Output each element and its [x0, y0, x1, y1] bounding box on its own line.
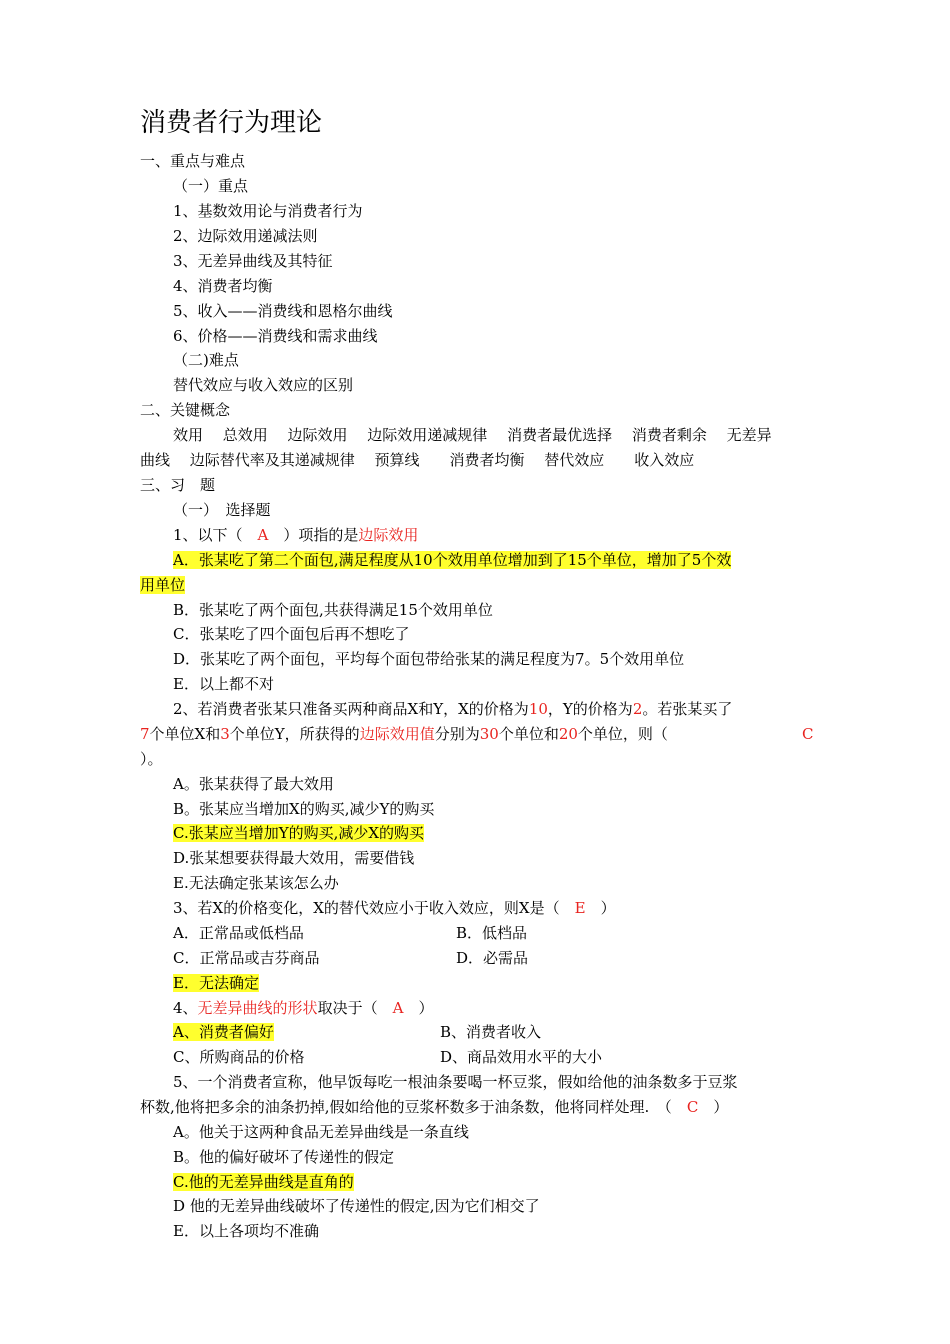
document-title: 消费者行为理论	[140, 108, 323, 138]
key-point-item: 5、收入——消费线和恩格尔曲线	[173, 302, 393, 320]
highlighted-answer: A、消费者偏好	[173, 1023, 274, 1041]
question-option: B．低档品	[456, 924, 528, 942]
question-option: D、商品效用水平的大小	[440, 1048, 603, 1066]
section-heading-1: 一、重点与难点	[140, 152, 246, 170]
question-5-stem: 5、一个消费者宣称，他早饭每吃一根油条要喝一杯豆浆，假如给他的油条数多于豆浆	[173, 1073, 738, 1091]
question-5-stem: 杯数,他将把多余的油条扔掉,假如给他的豆浆杯数多于油条数，他将同样处理. （ C ）	[140, 1098, 729, 1116]
highlighted-answer: C.张某应当增加Y的购买,减少X的购买	[173, 824, 425, 842]
question-option: B、消费者收入	[440, 1023, 542, 1041]
highlighted-answer: 用单位	[140, 576, 186, 594]
question-2-stem: 2、若消费者张某只准备买两种商品X和Y，X的价格为10，Y的价格为2。若张某买了	[173, 700, 733, 718]
answer-mark: E	[574, 899, 586, 917]
question-option: B。他的偏好破坏了传递性的假定	[173, 1148, 395, 1166]
question-option: B．张某吃了两个面包,共获得满足15个效用单位	[173, 601, 493, 619]
keyword: 边际效用值	[359, 725, 435, 743]
question-option: D．必需品	[456, 949, 529, 967]
question-option: A。张某获得了最大效用	[173, 775, 334, 793]
answer-mark: A	[392, 999, 404, 1017]
question-3-stem: 3、若X的价格变化，X的替代效应小于收入效应，则X是（ E ）	[173, 899, 616, 917]
question-2-stem: ）。	[140, 750, 163, 768]
question-option	[173, 1171, 354, 1193]
question-2-stem: 7个单位X和3个单位Y，所获得的边际效用值分别为30个单位和20个单位，则（	[140, 725, 668, 743]
question-option: E.无法确定张某该怎么办	[173, 874, 339, 892]
question-option: A．正常品或低档品	[173, 924, 304, 942]
key-point-item: 3、无差异曲线及其特征	[173, 252, 333, 270]
subsection-heading: （一）重点	[173, 177, 249, 195]
question-1-stem: 1、以下（ A ）项指的是边际效用	[173, 526, 419, 544]
question-option: C．正常品或吉芬商品	[173, 949, 320, 967]
question-option: A。他关于这两种食品无差异曲线是一条直线	[173, 1123, 469, 1141]
question-option: D．张某吃了两个面包，平均每个面包带给张某的满足程度为7。5个效用单位	[173, 650, 685, 668]
subsection-heading: （二)难点	[173, 351, 239, 369]
highlighted-answer: A．张某吃了第二个面包,满足程度从10个效用单位增加到了15个单位，增加了5个效	[173, 551, 732, 569]
question-4-stem: 4、无差异曲线的形状取决于（ A ）	[173, 999, 434, 1017]
highlighted-answer: C.他的无差异曲线是直角的	[173, 1173, 354, 1191]
key-point-item: 2、边际效用递减法则	[173, 227, 318, 245]
answer-mark: A	[257, 526, 269, 544]
section-heading-3: 三、习 题	[140, 476, 216, 494]
question-option: E．以上各项均不准确	[173, 1222, 319, 1240]
question-option	[173, 549, 731, 571]
answer-mark: C	[686, 1098, 699, 1116]
question-option	[140, 574, 185, 596]
concepts-line: 效用 总效用 边际效用 边际效用递减规律 消费者最优选择 消费者剩余 无差异	[173, 426, 772, 444]
question-option	[173, 822, 424, 844]
key-point-item: 1、基数效用论与消费者行为	[173, 202, 363, 220]
key-point-item: 4、消费者均衡	[173, 277, 273, 295]
highlighted-answer: E．无法确定	[173, 974, 259, 992]
key-point-item: 6、价格——消费线和需求曲线	[173, 327, 378, 345]
section-heading-2: 二、关键概念	[140, 401, 231, 419]
question-option	[173, 1021, 274, 1043]
subsection-heading: （一） 选择题	[173, 501, 271, 519]
question-option: E．以上都不对	[173, 675, 274, 693]
question-option: C、所购商品的价格	[173, 1048, 305, 1066]
keyword: 边际效用	[358, 526, 419, 544]
question-option	[173, 972, 259, 994]
question-option: C．张某吃了四个面包后再不想吃了	[173, 625, 410, 643]
difficulty-text: 替代效应与收入效应的区别	[173, 376, 354, 394]
keyword: 无差异曲线的形状	[197, 999, 318, 1017]
concepts-line: 曲线 边际替代率及其递减规律 预算线 消费者均衡 替代效应 收入效应	[140, 451, 695, 469]
question-option: D.张某想要获得最大效用，需要借钱	[173, 849, 415, 867]
answer-mark: C	[802, 725, 814, 743]
question-option: D 他的无差异曲线破坏了传递性的假定,因为它们相交了	[173, 1197, 540, 1215]
question-option: B。张某应当增加X的购买,减少Y的购买	[173, 800, 435, 818]
